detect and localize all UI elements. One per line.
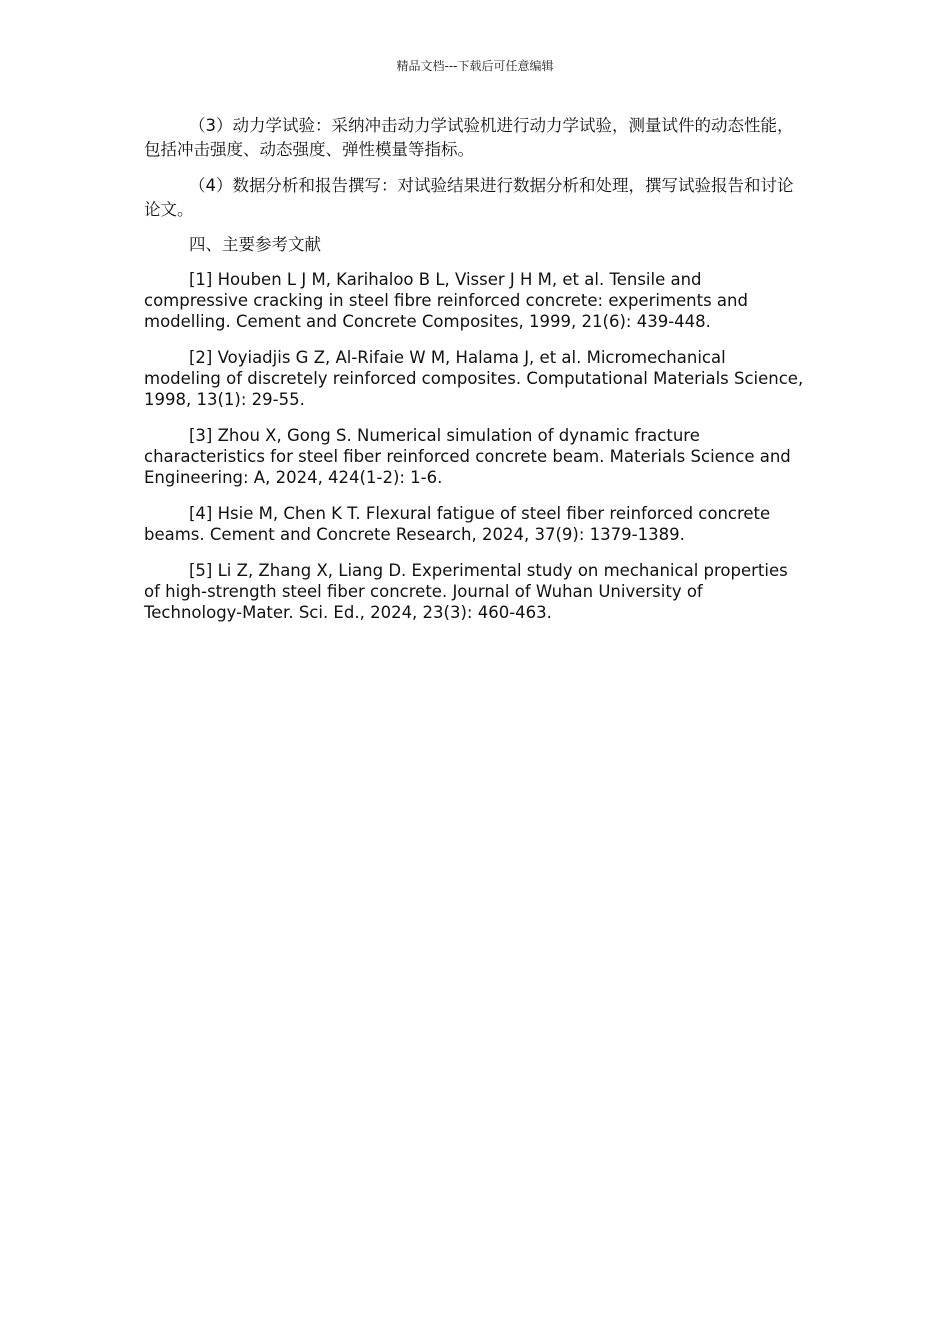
reference-item-1: [1] Houben L J M, Karihaloo B L, Visser J H M, et al. Tensile and compressive cracking in steel fibre reinforced concrete: experiments and modelling. Cement and Concrete Composites, 1999, 21(6): 439-448. (144, 270, 748, 331)
page-header: 精品文档---下载后可任意编辑 (396, 59, 554, 73)
reference-item-3: [3] Zhou X, Gong S. Numerical simulation of dynamic fracture characteristics for steel fiber reinforced concrete beam. Materials Science and Engineering: A, 2024, 424(1-2): 1-6. (144, 426, 791, 487)
paragraph-data-analysis: （4）数据分析和报告撰写：对试验结果进行数据分析和处理，撰写试验报告和讨论论文。 (144, 176, 794, 219)
reference-item-2: [2] Voyiadjis G Z, Al-Rifaie W M, Halama J, et al. Micromechanical modeling of discretely reinforced composites. Computational Materials Science, 1998, 13(1): 29-55. (144, 348, 804, 409)
document-body (144, 114, 806, 638)
reference-item-5: [5] Li Z, Zhang X, Liang D. Experimental study on mechanical properties of high-strength steel fiber concrete. Journal of Wuhan University of Technology-Mater. Sci. Ed., 2024, 23(3): 460-463. (144, 561, 788, 622)
paragraph-dynamic-test: （3）动力学试验：采纳冲击动力学试验机进行动力学试验，测量试件的动态性能，包括冲击强度、动态强度、弹性模量等指标。 (144, 116, 794, 159)
reference-item-4: [4] Hsie M, Chen K T. Flexural fatigue of steel fiber reinforced concrete beams. Cement and Concrete Research, 2024, 37(9): 1379-1389. (144, 504, 771, 544)
section-heading-references: 四、主要参考文献 (189, 235, 321, 254)
